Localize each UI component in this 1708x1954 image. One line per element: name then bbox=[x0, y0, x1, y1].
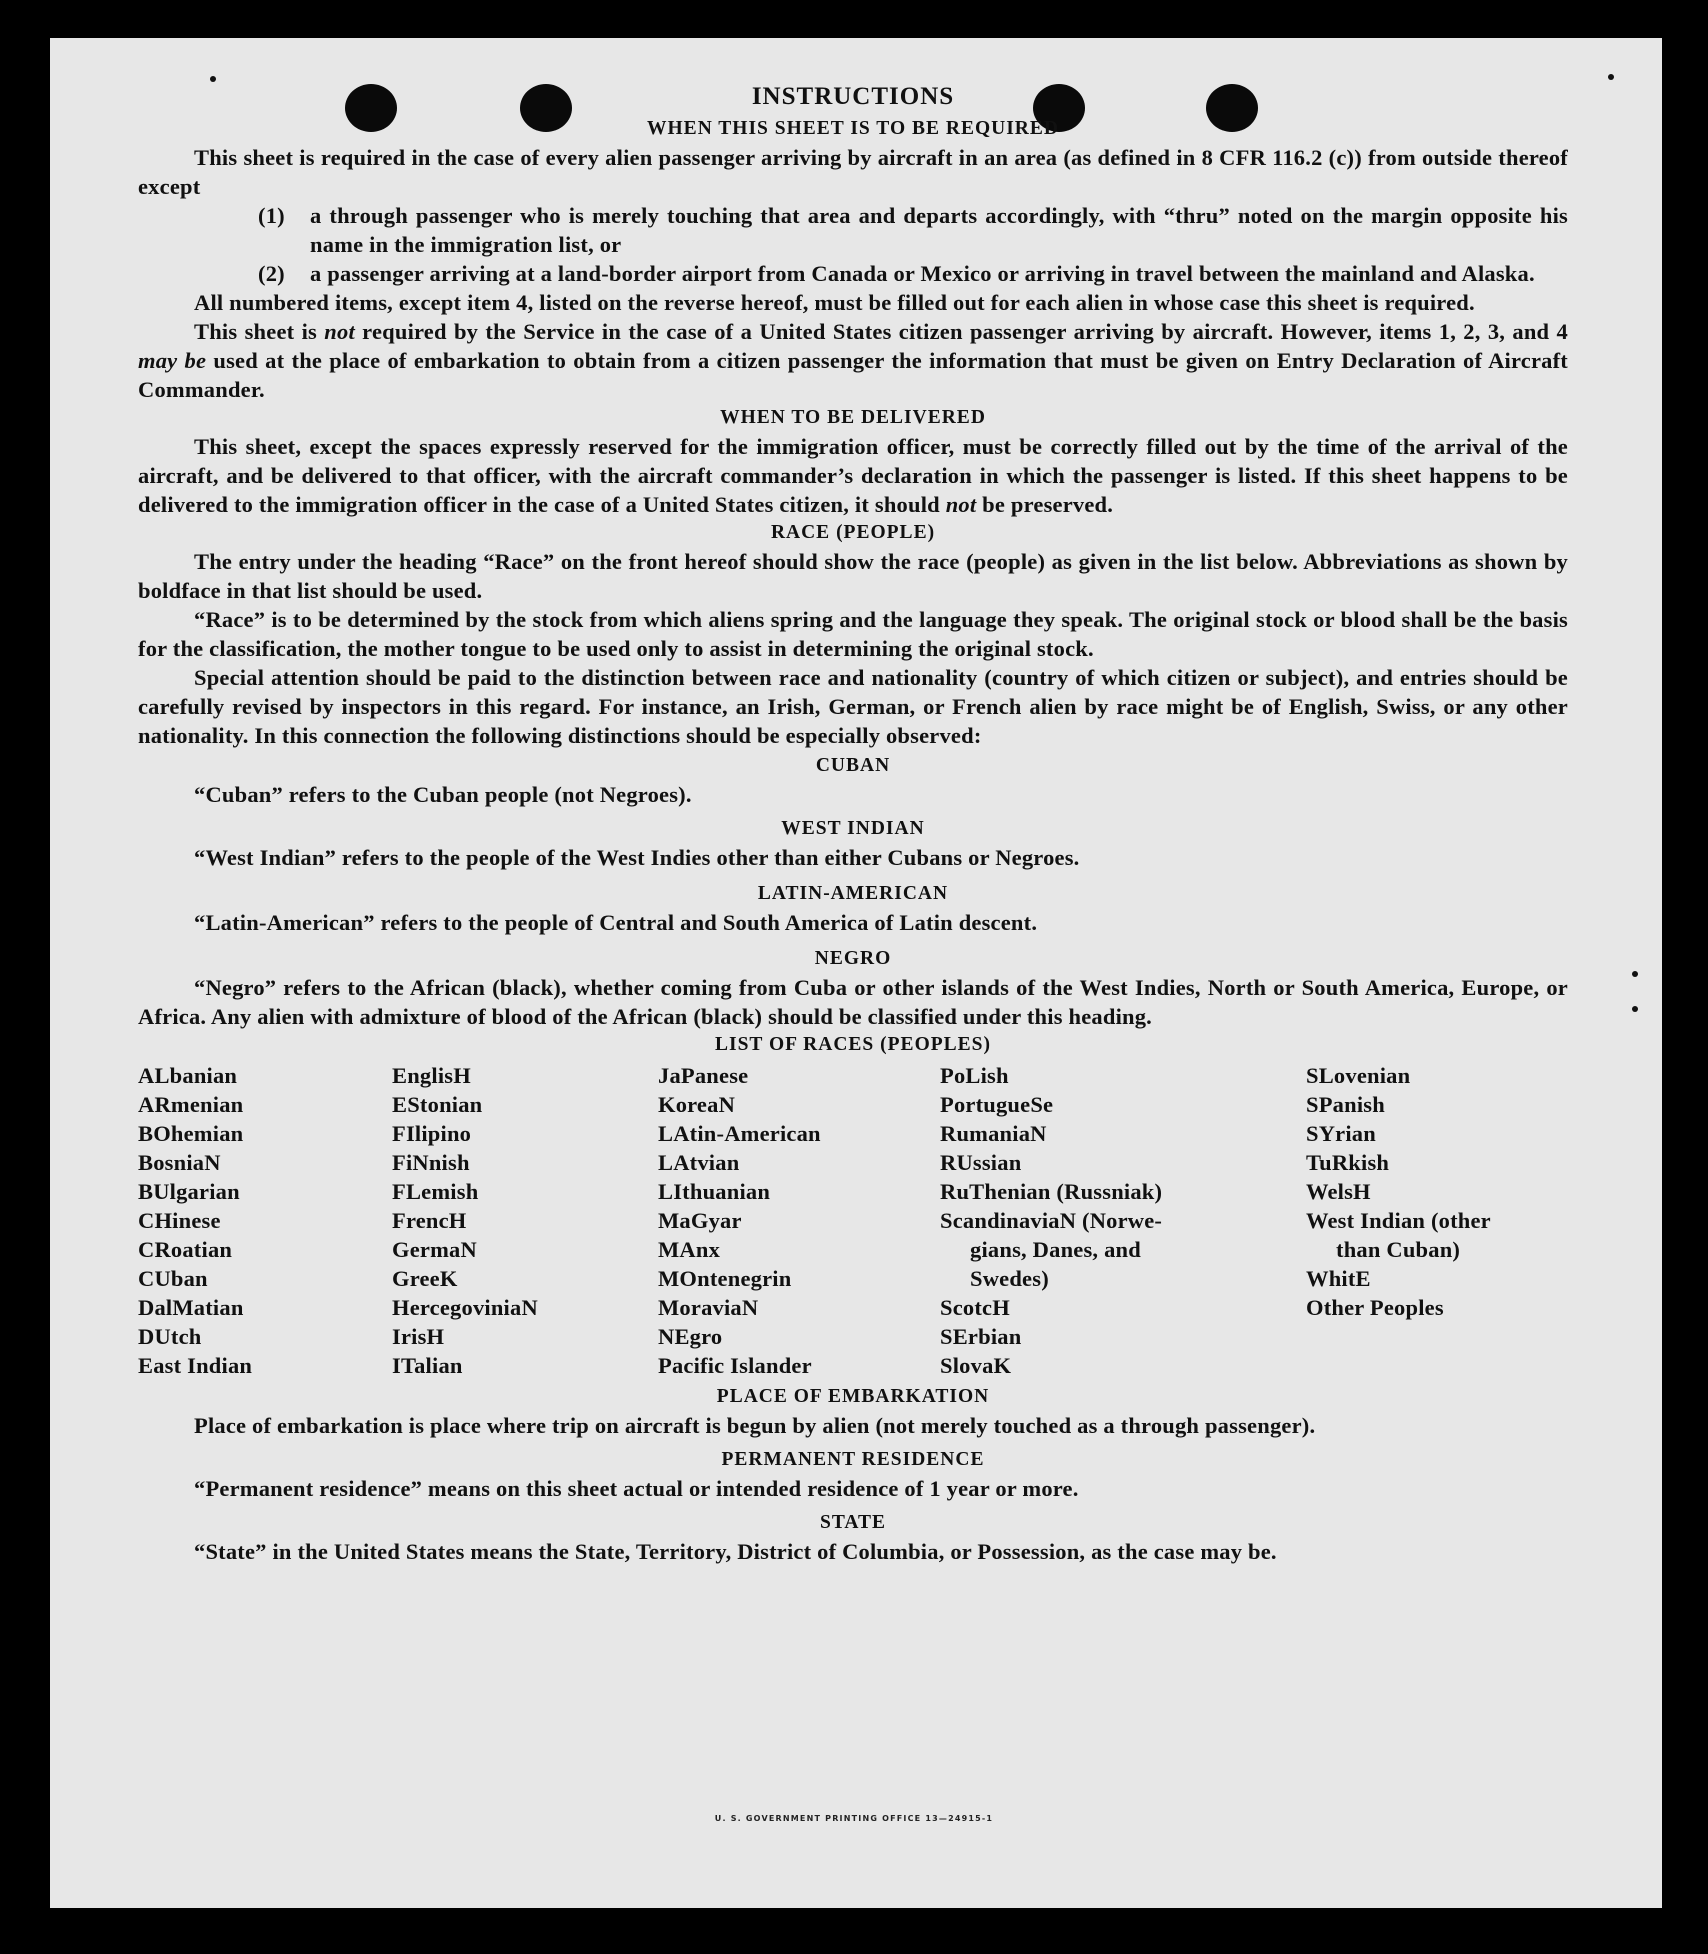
page-title: INSTRUCTIONS bbox=[751, 83, 955, 110]
exception-item-2 bbox=[258, 259, 1568, 288]
race-entry: TuRkish bbox=[1306, 1150, 1390, 1175]
italic-text: may be bbox=[138, 348, 207, 373]
races-list bbox=[138, 1061, 1568, 1380]
race-entry: RumaniaN bbox=[940, 1121, 1047, 1146]
required-paragraph-2: All numbered items, except item 4, listed on the reverse hereof, must be filled out for each alien in whose case this sheet is required. bbox=[194, 290, 1475, 315]
race-entry: MoraviaN bbox=[658, 1295, 759, 1320]
race-entry: SYrian bbox=[1306, 1121, 1376, 1146]
heading-cuban: CUBAN bbox=[815, 755, 891, 776]
race-entry: JaPanese bbox=[658, 1063, 749, 1088]
exception-item-1 bbox=[258, 201, 1568, 259]
text-run: required by the Service in the case of a United States citizen passenger arriving by aircraft. However, items 1, 2, 3, and 4 bbox=[354, 319, 1568, 344]
text-run: be preserved. bbox=[976, 492, 1114, 517]
delivered-paragraph bbox=[138, 432, 1568, 519]
race-entry: ScotcH bbox=[940, 1295, 1010, 1320]
heading-west-indian: WEST INDIAN bbox=[781, 818, 925, 839]
races-group-continued bbox=[1306, 1235, 1568, 1264]
race-entry: CUban bbox=[138, 1266, 208, 1291]
races-group bbox=[940, 1293, 1306, 1380]
race-entry: BUlgarian bbox=[138, 1179, 240, 1204]
negro-text: “Negro” refers to the African (black), whether coming from Cuba or other islands of the West Indies, North or South America, Europe, or Africa. Any alien with admixture of blood of the African (black) should be classified under this heading. bbox=[138, 975, 1568, 1029]
race-entry: LIthuanian bbox=[658, 1179, 771, 1204]
embarkation-text: Place of embarkation is place where trip on aircraft is begun by alien (not merely touched as a through passenger). bbox=[194, 1413, 1316, 1438]
heading-negro: NEGRO bbox=[814, 948, 892, 969]
item-text: a passenger arriving at a land-border airport from Canada or Mexico or arriving in travel between the mainland and Alaska. bbox=[310, 261, 1535, 286]
race-entry: Swedes) bbox=[970, 1266, 1049, 1291]
required-paragraph-1: This sheet is required in the case of every alien passenger arriving by aircraft in an area (as defined in 8 CFR 116.2 (c)) from outside thereof except bbox=[138, 145, 1568, 199]
text-run: This sheet is bbox=[194, 319, 325, 344]
heading-race: RACE (PEOPLE) bbox=[770, 522, 936, 543]
item-text: a through passenger who is merely touching that area and departs accordingly, with “thru” noted on the margin opposite his name in the immigration list, or bbox=[310, 203, 1568, 257]
text-run: This sheet, except the spaces expressly reserved for the immigration officer, must be correctly filled out by the time of the arrival of the aircraft, and be delivered to that officer, with the aircraft commander’s declaration in which the passenger is listed. If this sheet happens to be delivered to the immigration officer in the case of a United States citizen, it should bbox=[138, 434, 1568, 517]
cuban-text: “Cuban” refers to the Cuban people (not Negroes). bbox=[194, 782, 692, 807]
race-entry: MAnx bbox=[658, 1237, 721, 1262]
italic-text: not bbox=[945, 492, 977, 517]
races-column-5 bbox=[1306, 1061, 1568, 1380]
race-entry: DalMatian bbox=[138, 1295, 244, 1320]
heading-list-of-races: LIST OF RACES (PEOPLES) bbox=[714, 1034, 991, 1055]
heading-when-required: WHEN THIS SHEET IS TO BE REQUIRED bbox=[647, 118, 1059, 139]
race-entry: SErbian bbox=[940, 1324, 1022, 1349]
heading-when-delivered: WHEN TO BE DELIVERED bbox=[720, 407, 986, 428]
speck bbox=[1632, 1006, 1638, 1012]
race-entry: Other Peoples bbox=[1306, 1295, 1444, 1320]
heading-latin-american: LATIN-AMERICAN bbox=[757, 883, 949, 904]
west-indian-text: “West Indian” refers to the people of the West Indies other than either Cubans or Negroes. bbox=[194, 845, 1080, 870]
races-group bbox=[1306, 1264, 1568, 1322]
race-entry: KoreaN bbox=[658, 1092, 736, 1117]
race-entry: BosniaN bbox=[138, 1150, 221, 1175]
race-entry: gians, Danes, and bbox=[970, 1237, 1141, 1262]
race-entry: CRoatian bbox=[138, 1237, 233, 1262]
race-entry: BOhemian bbox=[138, 1121, 244, 1146]
race-entry: FIlipino bbox=[392, 1121, 472, 1146]
race-entry: PoLish bbox=[940, 1063, 1009, 1088]
race-entry: PortugueSe bbox=[940, 1092, 1054, 1117]
state-text: “State” in the United States means the State, Territory, District of Columbia, or Possession, as the case may be. bbox=[194, 1539, 1277, 1564]
instructions-content bbox=[138, 82, 1568, 1566]
item-number: (1) bbox=[258, 203, 285, 228]
race-entry: DUtch bbox=[138, 1324, 202, 1349]
races-group bbox=[940, 1061, 1306, 1235]
races-group-continued bbox=[940, 1235, 1306, 1293]
race-entry: LAtvian bbox=[658, 1150, 740, 1175]
italic-text: not bbox=[324, 319, 355, 344]
race-entry: GermaN bbox=[392, 1237, 477, 1262]
race-entry: ScandinaviaN (Norwe- bbox=[940, 1208, 1163, 1233]
race-entry: than Cuban) bbox=[1336, 1237, 1461, 1262]
race-paragraph-1: The entry under the heading “Race” on the front hereof should show the race (people) as given in the list below. Abbreviations as shown by boldface in that list should be used. bbox=[138, 549, 1568, 603]
races-group bbox=[1306, 1061, 1568, 1235]
race-entry: East Indian bbox=[138, 1353, 253, 1378]
race-entry: NEgro bbox=[658, 1324, 723, 1349]
item-number: (2) bbox=[258, 261, 285, 286]
race-entry: ALbanian bbox=[138, 1063, 238, 1088]
race-entry: IrisH bbox=[392, 1324, 445, 1349]
heading-place-of-embarkation: PLACE OF EMBARKATION bbox=[716, 1386, 990, 1407]
race-entry: EnglisH bbox=[392, 1063, 471, 1088]
race-entry: LAtin-American bbox=[658, 1121, 821, 1146]
race-entry: WelsH bbox=[1306, 1179, 1371, 1204]
race-entry: FrencH bbox=[392, 1208, 467, 1233]
race-entry: SLovenian bbox=[1306, 1063, 1411, 1088]
race-entry: ARmenian bbox=[138, 1092, 244, 1117]
race-entry: FLemish bbox=[392, 1179, 479, 1204]
speck bbox=[1632, 971, 1638, 977]
race-entry: EStonian bbox=[392, 1092, 483, 1117]
race-entry: SlovaK bbox=[940, 1353, 1012, 1378]
race-entry: Pacific Islander bbox=[658, 1353, 812, 1378]
speck bbox=[1608, 74, 1614, 80]
races-column-3 bbox=[658, 1061, 940, 1380]
latin-american-text: “Latin-American” refers to the people of Central and South America of Latin descent. bbox=[194, 910, 1038, 935]
race-paragraph-2: “Race” is to be determined by the stock from which aliens spring and the language they speak. The original stock or blood shall be the basis for the classification, the mother tongue to be used only to assist in determining the original stock. bbox=[138, 607, 1568, 661]
printer-imprint: U. S. GOVERNMENT PRINTING OFFICE 13—24915-1 bbox=[714, 1814, 994, 1823]
text-run: used at the place of embarkation to obtain from a citizen passenger the information that must be given on Entry Declaration of Aircraft Commander. bbox=[138, 348, 1568, 402]
race-entry: FiNnish bbox=[392, 1150, 470, 1175]
race-entry: RUssian bbox=[940, 1150, 1022, 1175]
heading-state: STATE bbox=[819, 1512, 887, 1533]
races-column-1 bbox=[138, 1061, 392, 1380]
heading-permanent-residence: PERMANENT RESIDENCE bbox=[721, 1449, 985, 1470]
races-column-4 bbox=[940, 1061, 1306, 1380]
race-paragraph-3: Special attention should be paid to the distinction between race and nationality (country of which citizen or subject), and entries should be carefully revised by inspectors in this regard. For instance, an Irish, German, or French alien by race might be of English, Swiss, or any other nationality. In this connection the following distinctions should be especially observed: bbox=[138, 665, 1568, 748]
race-entry: SPanish bbox=[1306, 1092, 1385, 1117]
race-entry: ITalian bbox=[392, 1353, 463, 1378]
race-entry: GreeK bbox=[392, 1266, 458, 1291]
races-column-2 bbox=[392, 1061, 658, 1380]
race-entry: West Indian (other bbox=[1306, 1208, 1491, 1233]
required-paragraph-3 bbox=[138, 317, 1568, 404]
race-entry: RuThenian (Russniak) bbox=[940, 1179, 1163, 1204]
race-entry: MOntenegrin bbox=[658, 1266, 792, 1291]
race-entry: MaGyar bbox=[658, 1208, 742, 1233]
race-entry: CHinese bbox=[138, 1208, 221, 1233]
race-entry: HercegoviniaN bbox=[392, 1295, 538, 1320]
race-entry: WhitE bbox=[1306, 1266, 1371, 1291]
residence-text: “Permanent residence” means on this sheet actual or intended residence of 1 year or more. bbox=[194, 1476, 1079, 1501]
